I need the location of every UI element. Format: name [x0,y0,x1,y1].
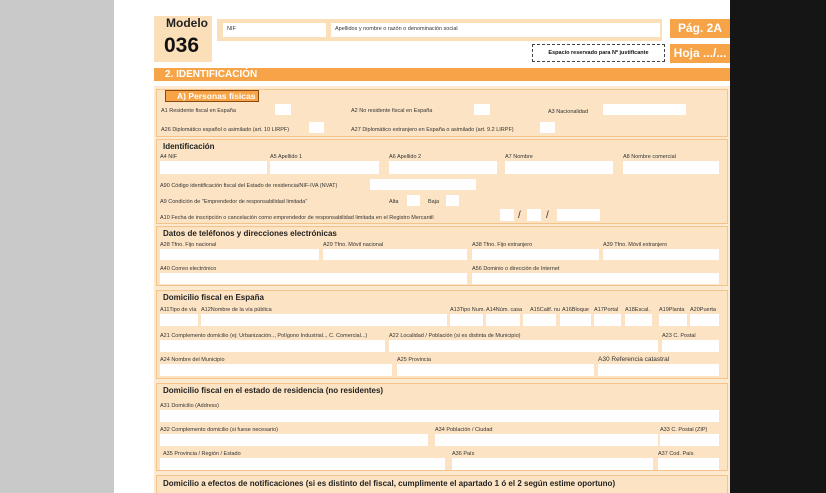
a17-label: A17Portal [594,307,619,313]
a10-month-field[interactable] [527,209,541,221]
alta-label: Alta [389,199,399,205]
a34-field[interactable] [435,434,658,446]
a10-year-field[interactable] [557,209,600,221]
a17-field[interactable] [594,314,621,326]
a21-label: A21 Complemento domicilio (ej: Urbanización.., Polígono Industrial.., C. Comercial...) [160,333,368,339]
right-window-margin [730,0,826,493]
a12-field[interactable] [201,314,447,326]
a19-label: A19Planta [659,307,685,313]
a22-label: A22 Localidad / Población (si es distinta de Municipio) [389,333,521,339]
section-title: 2. IDENTIFICACIÓN [154,68,730,81]
alta-checkbox[interactable] [407,195,420,206]
a37-field[interactable] [658,458,719,470]
a56-label: A56 Dominio o dirección de Internet [472,266,560,272]
a25-field[interactable] [397,364,594,376]
a13-label: A13Tipo Num. [450,307,485,313]
a24-field[interactable] [160,364,392,376]
a30-label: A30 Referencia catastral [598,356,670,363]
sheet-badge: Hoja .../... [670,44,730,63]
a37-label: A37 Cod. País [658,451,694,457]
baja-label: Baja [428,199,440,205]
a29-label: A29 Tfno. Móvil nacional [323,242,384,248]
a16-field[interactable] [560,314,591,326]
a22-field[interactable] [389,340,658,352]
a30-field[interactable] [598,364,719,376]
a15-field[interactable] [523,314,556,326]
a90-field[interactable] [370,179,476,190]
a27-label: A27 Diplomático extranjero en España o asimilado (art. 9.2 LIRPF) [351,127,514,133]
a9-label: A9 Condición de "Emprendedor de responsabilidad limitada" [160,199,308,205]
a33-label: A33 C. Postal (ZIP) [660,427,708,433]
nif-header-label: NIF [227,26,236,32]
a3-label: A3 Nacionalidad [548,109,589,115]
a8-label: A8 Nombre comercial [623,154,676,160]
reserved-space-box: Espacio reservado para Nº justificante [532,44,665,62]
a10-day-field[interactable] [500,209,514,221]
modelo-label: Modelo [166,16,208,30]
a25-label: A25 Provincia [397,357,431,363]
a40-label: A40 Correo electrónico [160,266,217,272]
a36-field[interactable] [452,458,653,470]
a34-label: A34 Población / Ciudad [435,427,493,433]
a4-field[interactable] [160,161,267,174]
a27-checkbox[interactable] [540,122,555,133]
a31-field[interactable] [160,410,719,422]
a11-label: A11Tipo de vía [160,307,197,313]
a8-field[interactable] [623,161,719,174]
a90-label: A90 Código identificación fiscal del Estado de residencia/NIF-IVA (NVAT) [160,183,338,189]
a36-label: A36 País [452,451,475,457]
date-separator-1: / [518,210,521,221]
a33-field[interactable] [660,434,719,446]
a29-field[interactable] [323,249,467,260]
a5-field[interactable] [270,161,379,174]
a18-field[interactable] [625,314,652,326]
a10-label: A10 Fecha de inscripción o cancelación como emprendedor de responsabilidad limitada en el Registro Mercantil [160,215,434,221]
a2-checkbox[interactable] [474,104,490,115]
a18-label: A18Escal. [625,307,650,313]
a24-label: A24 Nombre del Municipio [160,357,225,363]
a7-field[interactable] [505,161,613,174]
a35-field[interactable] [160,458,445,470]
a26-label: A26 Diplomático español o asimilado (art. 10 LIRPF) [161,127,290,133]
a23-label: A23 C. Postal [662,333,696,339]
a1-label: A1 Residente fiscal en España [161,108,236,114]
a38-label: A38 Tfno. Fijo extranjero [472,242,533,248]
a21-field[interactable] [160,340,385,352]
a31-label: A31 Domicilio (Address) [160,403,219,409]
a23-field[interactable] [662,340,719,352]
a7-label: A7 Nombre [505,154,533,160]
a20-label: A20Puerta [690,307,716,313]
identificacion-title: Identificación [163,142,215,151]
a19-field[interactable] [659,314,687,326]
a56-field[interactable] [472,273,719,284]
a15-label: A15Calif. nu [530,307,560,313]
telefonos-title: Datos de teléfonos y direcciones electrónicas [163,229,337,238]
a26-checkbox[interactable] [309,122,324,133]
a32-label: A32 Complemento domicilio (si fuese necesario) [160,427,278,433]
form-page [114,0,730,493]
domicilio-residencia-title: Domicilio fiscal en el estado de residencia (no residentes) [163,386,384,395]
a4-label: A4 NIF [160,154,178,160]
modelo-number: 036 [164,34,200,57]
domicilio-espana-title: Domicilio fiscal en España [163,293,264,302]
a3-field[interactable] [603,104,686,115]
a14-label: A14Núm. casa [486,307,523,313]
page-number-badge: Pág. 2A [670,19,730,38]
a28-field[interactable] [160,249,319,260]
nif-header-field[interactable] [223,23,326,37]
a2-label: A2 No residente fiscal en España [351,108,433,114]
personas-fisicas-title: A) Personas físicas [165,90,259,102]
a40-field[interactable] [160,273,467,284]
a16-label: A16Bloque [562,307,589,313]
a39-label: A39 Tfno. Móvil extranjero [603,242,668,248]
a14-field[interactable] [486,314,520,326]
left-window-margin [0,0,114,493]
a32-field[interactable] [160,434,428,446]
a13-field[interactable] [450,314,483,326]
baja-checkbox[interactable] [446,195,459,206]
a39-field[interactable] [603,249,719,260]
a6-field[interactable] [389,161,497,174]
a12-label: A12Nombre de la vía pública [201,307,272,313]
a28-label: A28 Tfno. Fijo nacional [160,242,217,248]
a5-label: A5 Apellido 1 [270,154,303,160]
a20-field[interactable] [690,314,719,326]
a38-field[interactable] [472,249,599,260]
a6-label: A6 Apellido 2 [389,154,422,160]
apellidos-header-label: Apellidos y nombre o razón o denominación social [335,26,458,32]
a1-checkbox[interactable] [275,104,291,115]
date-separator-2: / [546,210,549,221]
domicilio-notificaciones-title: Domicilio a efectos de notificaciones (si es distinto del fiscal, cumplimente el apartado 1 ó el 2 según estime oportuno) [163,479,616,488]
a35-label: A35 Provincia / Región / Estado [163,451,241,457]
a11-field[interactable] [160,314,198,326]
